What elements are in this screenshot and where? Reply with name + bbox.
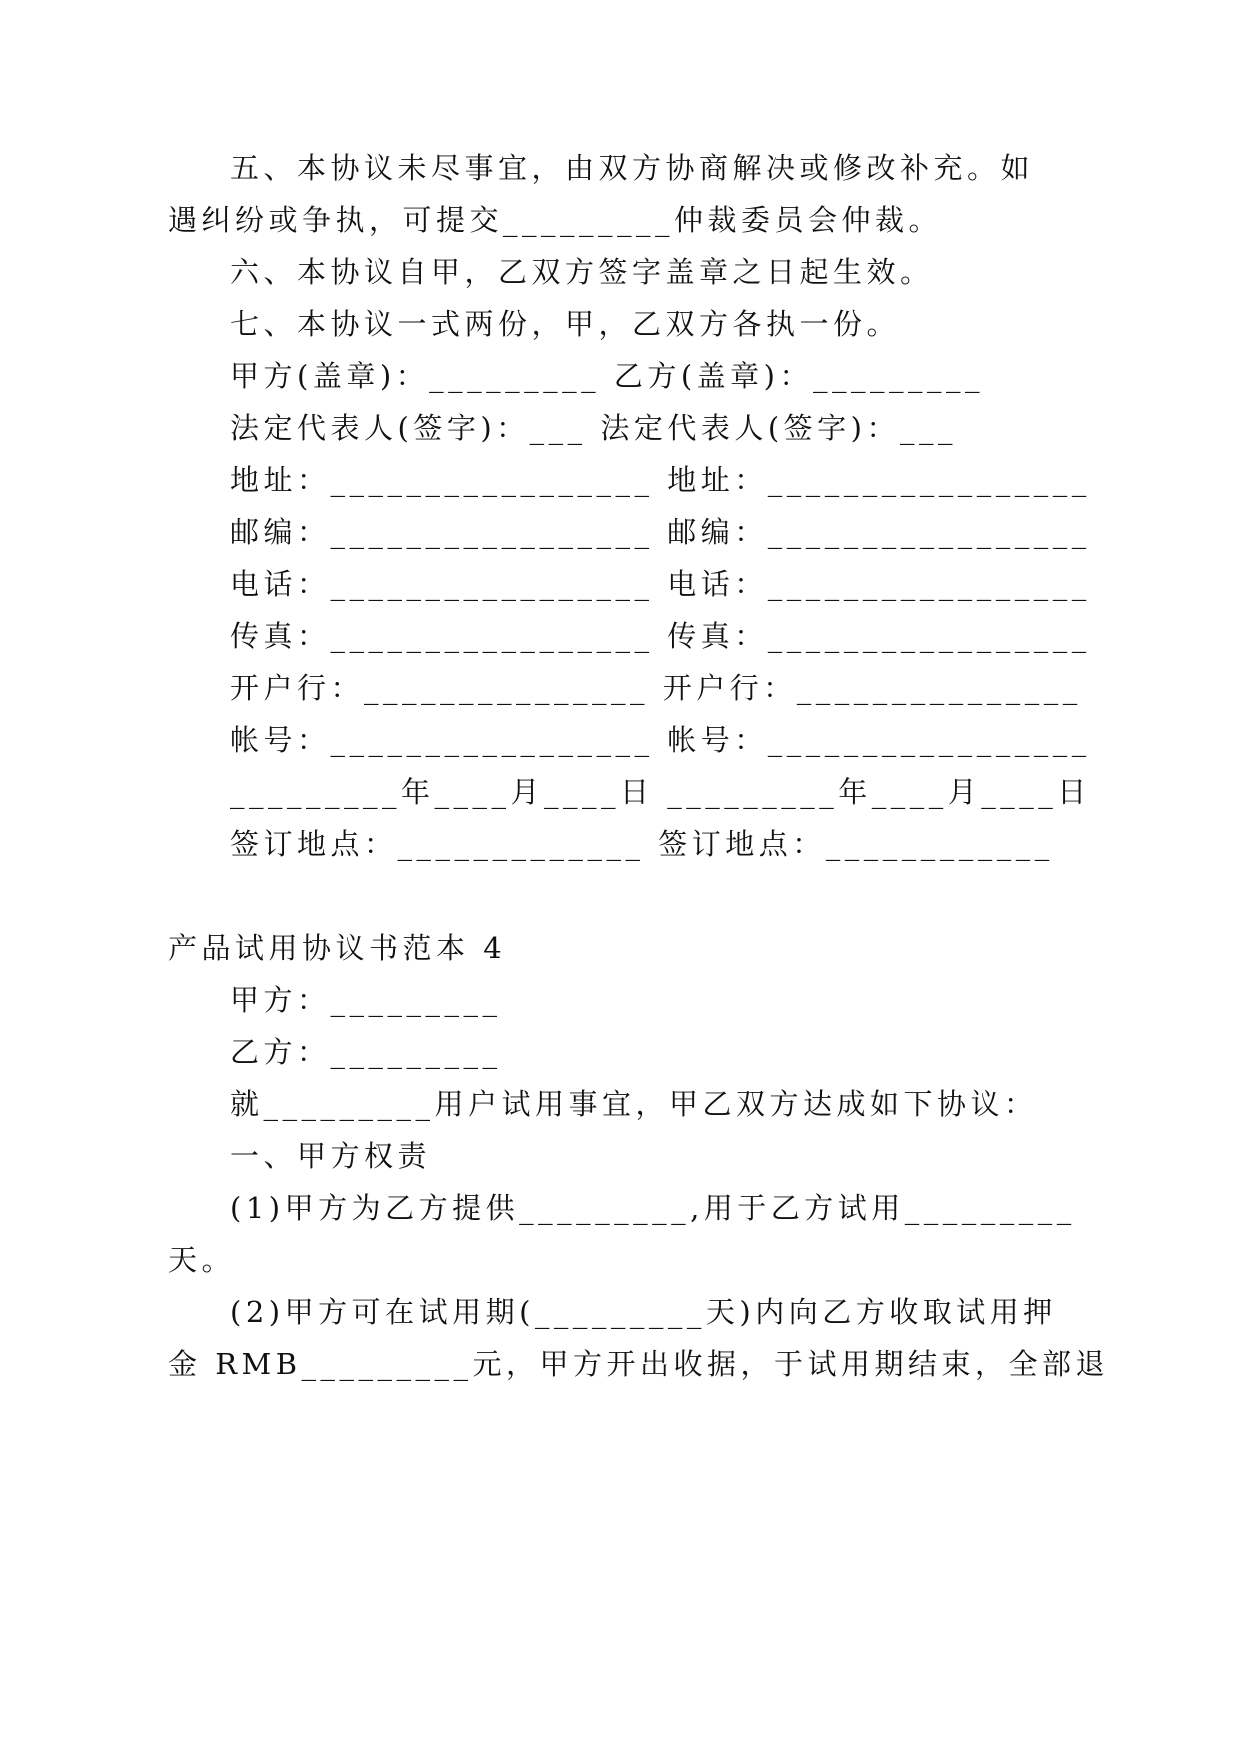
clause-5-line-1: 五、本协议未尽事宜，由双方协商解决或修改补充。如 (230, 151, 1035, 185)
bank-line: 开户行：_______________ 开户行：_______________ (230, 671, 1082, 705)
duty-2-line-1: (2)甲方可在试用期(_________天)内向乙方收取试用押 (230, 1295, 1057, 1329)
address-line: 地址：_________________ 地址：_________________ (230, 463, 1091, 497)
clause-5-line-2: 遇纠纷或争执，可提交_________仲裁委员会仲裁。 (168, 203, 943, 237)
agreement-intro: 就_________用户试用事宜，甲乙双方达成如下协议： (230, 1087, 1038, 1121)
duty-1-line-1: (1)甲方为乙方提供_________,用于乙方试用_________ (230, 1191, 1076, 1225)
account-line: 帐号：_________________ 帐号：_________________ (230, 723, 1091, 757)
duty-2-line-2: 金 RMB_________元，甲方开出收据，于试用期结束，全部退 (168, 1347, 1110, 1381)
party-seal-line: 甲方(盖章)：_________ 乙方(盖章)：_________ (230, 359, 984, 393)
section-title: 产品试用协议书范本 4 (168, 931, 507, 965)
clause-6: 六、本协议自甲，乙双方签字盖章之日起生效。 (230, 255, 934, 289)
fax-line: 传真：_________________ 传真：_________________ (230, 619, 1091, 653)
party-a-duties-heading: 一、甲方权责 (230, 1139, 432, 1173)
party-b-line: 乙方：_________ (230, 1035, 502, 1069)
date-line: _________年____月____日 _________年____月____日 (230, 775, 1091, 809)
postcode-line: 邮编：_________________ 邮编：_________________ (230, 515, 1091, 549)
clause-7: 七、本协议一式两份，甲，乙双方各执一份。 (230, 307, 901, 341)
legal-rep-line: 法定代表人(签字)：___ 法定代表人(签字)：___ (230, 411, 957, 445)
duty-1-line-2: 天。 (168, 1243, 236, 1277)
phone-line: 电话：_________________ 电话：_________________ (230, 567, 1091, 601)
signing-place-line: 签订地点：_____________ 签订地点：____________ (230, 827, 1054, 861)
party-a-line: 甲方：_________ (230, 983, 502, 1017)
